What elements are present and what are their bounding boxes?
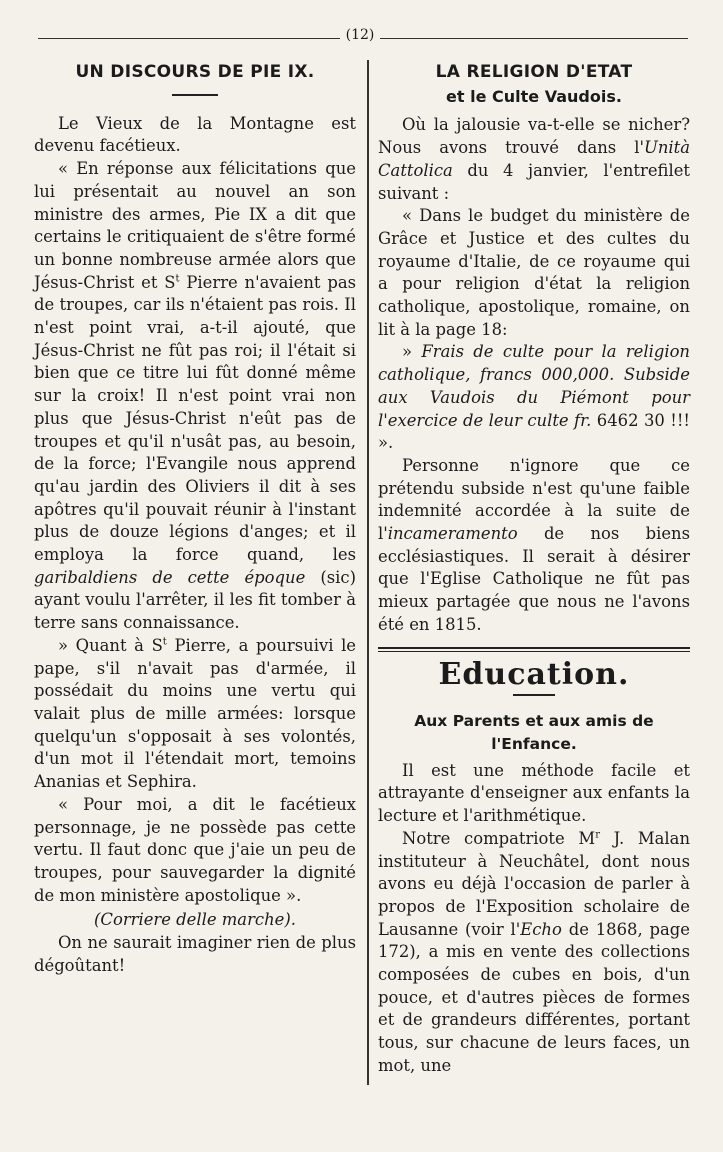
header-rule-right: [380, 38, 688, 39]
right-column: [378, 55, 690, 1078]
quote-paragraph: » Frais de culte pour la religion catholique, francs 000,000. Subside aux Vaudois du Piémont pour l'exercice de leur culte fr. 6462 30 !!! ».: [378, 342, 690, 453]
left-column: [34, 55, 356, 977]
column-divider: [367, 60, 369, 1085]
paragraph: Notre compatriote $M^r$ J. Malan instituteur à Neuchâtel, dont nous avons eu déjà l'occasion de parler à propos de l'Exposition scholaire de Lausanne (voir l'Echo de 1868, page 172), a mis en vente des collections composées de cubes en bois, d'un pouce, et d'autres pièces de formes et de grandeurs différentes, portant tous, sur chacune de leurs faces, un mot, une: [378, 828, 690, 1075]
paragraph: Personne n'ignore que ce prétendu subside n'est qu'une faible indemnité accordée à la suite de l'incameramento de nos biens ecclésiastiques. Il serait à désirer que l'Eglise Catholique ne fût pas mieux partagée que nous ne l'avons été en 1815.: [378, 455, 690, 634]
article-title-religion: LA RELIGION D'ETAT: [435, 62, 633, 82]
paragraph: Il est une méthode facile et attrayante d'enseigner aux enfants la lecture et l'arithmétique.: [378, 760, 690, 826]
paragraph: » Quant à $S^t$ Pierre, a poursuivi le pape, s'il n'avait pas d'armée, il possédait du moins une vertu qui valait plus de mille armées: lorsque quelqu'un s'opposait à ses volontés, d'un mot il l'étendait mort, temoins Ananias et Sephira.: [34, 635, 357, 792]
article-subtitle: et le Culte Vaudois.: [446, 86, 622, 106]
header-rule-left: [38, 38, 340, 39]
paragraph: « Dans le budget du ministère de Grâce et Justice et des cultes du royaume d'Italie, de ce royaume qui a pour religion d'état la religion catholique, apostolique, romaine, on lit à la page 18:: [378, 206, 690, 339]
education-subheading: Aux Parents et aux amis de l'Enfance.: [414, 712, 654, 753]
paragraph: « Pour moi, a dit le facétieux personnage, je ne possède pas cette vertu. Il faut donc que j'aie un peu de troupes, pour sauvegarder la dignité de mon ministère apostolique ».: [34, 794, 356, 905]
section-dash: [513, 694, 555, 696]
source-citation: (Corriere delle marche).: [94, 910, 296, 930]
section-separator: [378, 647, 690, 652]
paragraph: On ne saurait imaginer rien de plus dégoûtant!: [34, 933, 356, 975]
paragraph: « En réponse aux félicitations que lui présentait au nouvel an son ministre des armes, Pie IX a dit que certains le critiquaient de s'être formé un bonne nombreuse armée alors que Jésus-Christ et $S^t$ Pierre n'avaient pas de troupes, car ils n'étaient pas rois. Il n'est point vrai, a-t-il ajouté, que Jésus-Christ ne fût pas roi; il l'était si bien que ce titre lui fût donné même sur la croix! Il n'est point vrai non plus que Jésus-Christ n'eût pas de troupes et qu'il n'usât pas, au besoin, de la force; l'Evangile nous apprend qu'au jardin des Oliviers il dit à ses apôtres qu'il pouvait réunir à l'instant plus de douze légions d'anges; et il employa la force quand, les garibaldiens de cette époque (sic) ayant voulu l'arrêter, il les fit tomber à terre sans connaissance.: [34, 159, 356, 633]
page-number: (12): [345, 27, 375, 43]
section-title-education: Education.: [438, 656, 630, 692]
article-title-discours: UN DISCOURS DE PIE IX.: [75, 62, 315, 82]
paragraph: Le Vieux de la Montagne est devenu facétieux.: [34, 113, 356, 156]
paragraph: Où la jalousie va-t-elle se nicher? Nous avons trouvé dans l'Unità Cattolica du 4 janvier, l'entrefilet suivant :: [378, 115, 690, 203]
title-dash: [172, 94, 218, 96]
